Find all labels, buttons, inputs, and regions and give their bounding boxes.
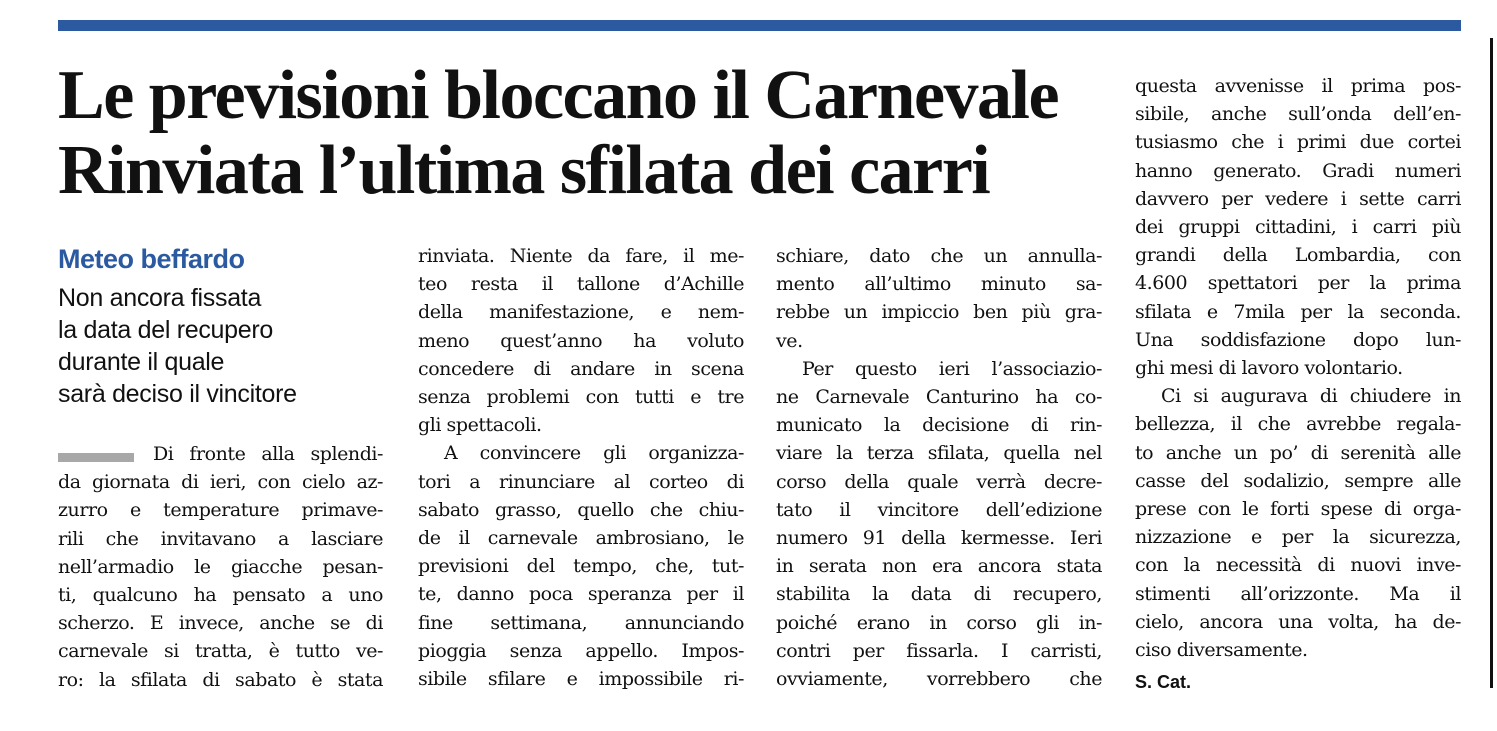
text-line: Di fronte alla splendi- [153,443,383,465]
text-line: davvero per vedere i sette carri [1135,187,1461,210]
summary-line: sarà deciso il vincitore [58,380,297,408]
text-line: tori a rinunciare al corteo di [418,470,744,493]
text-line: ro: la sfilata di sabato è stata [58,668,383,691]
text-line: ti, qualcuno ha pensato a uno [58,584,383,607]
text-line: corso della quale verrà decre- [776,470,1102,493]
text-line: mento all’ultimo minuto sa- [776,273,1102,296]
text-line: senza problemi con tutti e tre [418,386,744,409]
text-line: 4.600 spettatori per la prima [1135,272,1461,295]
text-line: ghi mesi di lavoro volontario. [1135,357,1403,380]
text-line: Per questo ieri l’associazio- [802,357,1102,380]
text-line: questa avvenisse il prima pos- [1135,75,1461,97]
summary-line: la data del recupero [58,316,273,344]
text-line: sibile, anche sull’onda dell’en- [1135,103,1461,126]
text-line: rili che invitavano a lasciare [58,527,383,550]
text-line: ovviamente, vorrebbero che [776,668,1102,691]
article-column-1 [58,440,383,694]
article-column-3 [776,242,1102,693]
summary-line: durante il quale [58,348,225,376]
text-line: con la necessità di nuovi inve- [1135,554,1461,577]
text-line: pioggia senza appello. Impos- [418,639,744,662]
text-line: hanno generato. Gradi numeri [1135,159,1461,182]
right-column-rule [1490,38,1493,688]
text-line: te, danno poca speranza per il [418,583,744,606]
text-line: to anche un po’ di serenità alle [1135,441,1461,464]
text-line: de il carnevale ambrosiano, le [418,527,744,550]
text-line: casse del sodalizio, sempre alle [1135,469,1461,492]
headline-line-1: Le previsioni bloccano il Carnevale [58,57,1059,134]
text-line: Una soddisfazione dopo lun- [1135,328,1461,351]
text-line: in serata non era ancora stata [776,555,1102,578]
byline: S. Cat. [1135,672,1192,692]
kicker: Meteo beffardo [58,244,245,274]
text-line: previsioni del tempo, che, tut- [418,555,744,578]
text-line: sibile sfilare e impossibile ri- [418,668,744,691]
article-column-4 [1135,72,1461,664]
text-line: scherzo. E invece, anche se di [58,612,383,635]
text-line: contri per fissarla. I carristi, [776,639,1102,662]
text-line: nell’armadio le giacche pesan- [58,555,383,578]
summary [58,282,358,410]
text-line: della manifestazione, e nem- [418,301,744,324]
text-line: Ci si augurava di chiudere in [1161,385,1461,408]
text-line: concedere di andare in scena [418,357,744,380]
text-line: ne Carnevale Canturino ha co- [776,386,1102,409]
article-column-2 [418,242,744,693]
text-line: sabato grasso, quello che chiu- [418,498,744,521]
text-line: rinviata. Niente da fare, il me- [418,245,744,267]
text-line: ciso diversamente. [1135,639,1308,662]
text-line: poiché erano in corso gli in- [776,611,1102,634]
text-line: gli spettacoli. [418,414,542,437]
top-rule [58,20,1461,31]
headline-line-2: Rinviata l’ultima sfilata dei carri [58,132,990,209]
text-line: fine settimana, annunciando [418,611,744,634]
text-line: da giornata di ieri, con cielo az- [58,471,383,494]
headline [58,58,1108,208]
text-line: carnevale si tratta, è tutto ve- [58,640,383,663]
text-line: nizzazione e per la sicurezza, [1135,526,1461,549]
text-line: rebbe un impiccio ben più gra- [776,301,1102,324]
text-line: stabilita la data di recupero, [776,583,1102,606]
text-line: ve. [776,329,803,352]
text-line: stimenti all’orizzonte. Ma il [1135,582,1461,605]
text-line: zurro e temperature primave- [58,499,383,522]
text-line: schiare, dato che un annulla- [776,245,1102,267]
text-line: grandi della Lombardia, con [1135,244,1461,267]
text-line: municato la decisione di rin- [776,414,1102,437]
text-line: numero 91 della kermesse. Ieri [776,527,1102,550]
text-line: tusiasmo che i primi due cortei [1135,131,1461,154]
text-line: viare la terza sfilata, quella nel [776,442,1102,465]
text-line: cielo, ancora una volta, ha de- [1135,610,1461,633]
text-line: meno quest’anno ha voluto [418,329,744,352]
summary-line: Non ancora fissata [58,284,262,312]
text-line: bellezza, il che avrebbe regala- [1135,413,1461,436]
text-line: sfilata e 7mila per la seconda. [1135,300,1461,323]
text-line: tato il vincitore dell’edizione [776,498,1102,521]
text-line: dei gruppi cittadini, i carri più [1135,216,1461,239]
text-line: teo resta il tallone d’Achille [418,273,744,296]
text-line: prese con le forti spese di orga- [1135,498,1461,521]
text-line: A convincere gli organizza- [444,442,744,465]
